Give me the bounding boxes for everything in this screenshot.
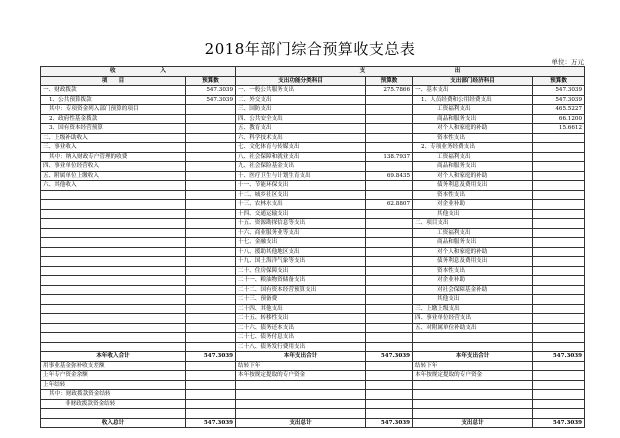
income-total-label: 收入总计	[41, 418, 186, 428]
income-amount	[186, 371, 236, 381]
econ-amount	[533, 200, 585, 210]
expense-group-header: 支 出	[236, 67, 585, 77]
func-amount	[366, 333, 413, 343]
func-amount	[366, 409, 413, 419]
table-row	[41, 390, 585, 400]
income-item: 二、上级补助收入	[41, 133, 186, 143]
income-amount	[186, 200, 236, 210]
func-item: 五、教育支出	[236, 124, 366, 134]
unit-label: 单位：万元	[551, 58, 584, 66]
func-amount	[366, 105, 413, 115]
income-item	[41, 266, 186, 276]
table-row	[41, 133, 585, 143]
func-amount: 275.7866	[366, 86, 413, 96]
econ-item	[413, 409, 533, 419]
income-amount	[186, 190, 236, 200]
econ-amount: 465.5227	[533, 105, 585, 115]
func-total-amount: 547.3039	[366, 418, 413, 428]
func-amount: 62.8807	[366, 200, 413, 210]
page-title: 2018年部门综合预算收支总表	[204, 40, 416, 58]
income-item: 一、财政拨款	[41, 86, 186, 96]
func-amount	[366, 361, 413, 371]
func-item: 二、外交支出	[236, 95, 366, 105]
income-amount	[186, 162, 236, 172]
func-amount	[366, 257, 413, 267]
income-item	[41, 295, 186, 305]
table-row	[41, 162, 585, 172]
econ-amount	[533, 266, 585, 276]
func-item: 七、文化体育与传媒支出	[236, 143, 366, 153]
income-amount	[186, 152, 236, 162]
func-amount	[366, 162, 413, 172]
income-item	[41, 228, 186, 238]
econ-item: 对个人和家庭的补助	[413, 247, 533, 257]
econ-amount	[533, 209, 585, 219]
func-amount	[366, 124, 413, 134]
func-item: 十二、城乡社区支出	[236, 190, 366, 200]
income-total-amount: 547.3039	[186, 352, 236, 362]
income-amount	[186, 143, 236, 153]
econ-amount: 547.3039	[533, 86, 585, 96]
income-item: 六、其他收入	[41, 181, 186, 191]
econ-amount	[533, 304, 585, 314]
func-amount	[366, 95, 413, 105]
table-row	[41, 323, 585, 333]
income-amount	[186, 333, 236, 343]
income-item	[41, 257, 186, 267]
econ-amount	[533, 314, 585, 324]
func-item: 十一、节能环保支出	[236, 181, 366, 191]
income-item: 五、附属单位上缴收入	[41, 171, 186, 181]
econ-item	[413, 333, 533, 343]
func-amount	[366, 304, 413, 314]
econ-amount	[533, 238, 585, 248]
table-row	[41, 314, 585, 324]
func-amount	[366, 209, 413, 219]
income-amount	[186, 399, 236, 409]
income-amount	[186, 228, 236, 238]
func-item: 结转下年	[236, 361, 366, 371]
econ-amount: 15.6612	[533, 124, 585, 134]
func-total-label: 本年支出合计	[236, 352, 366, 362]
income-item: 上年专户资金余额	[41, 371, 186, 381]
header-col-row	[41, 76, 585, 86]
income-amount	[186, 209, 236, 219]
econ-item: 对企业补助	[413, 276, 533, 286]
income-item	[41, 323, 186, 333]
income-amount	[186, 342, 236, 352]
func-amount	[366, 114, 413, 124]
econ-amount	[533, 399, 585, 409]
econ-amount	[533, 323, 585, 333]
econ-item	[413, 342, 533, 352]
econ-item	[413, 399, 533, 409]
income-item: 用事业基金弥补收支差额	[41, 361, 186, 371]
econ-amount	[533, 190, 585, 200]
func-item	[236, 399, 366, 409]
income-amount	[186, 276, 236, 286]
income-amount	[186, 390, 236, 400]
func-item: 十、医疗卫生与计划生育支出	[236, 171, 366, 181]
func-item: 二十一、粮油物资储备支出	[236, 276, 366, 286]
econ-amount	[533, 390, 585, 400]
func-item: 八、社会保障和就业支出	[236, 152, 366, 162]
table-row	[41, 285, 585, 295]
table-row	[41, 219, 585, 229]
econ-amount	[533, 181, 585, 191]
econ-amount	[533, 371, 585, 381]
econ-amount	[533, 409, 585, 419]
table-row	[41, 409, 585, 419]
econ-item: 二、项目支出	[413, 219, 533, 229]
income-item	[41, 219, 186, 229]
income-amount	[186, 181, 236, 191]
func-amount	[366, 399, 413, 409]
econ-item: 一、基本支出	[413, 86, 533, 96]
table-row	[41, 200, 585, 210]
econ-item: 商品和服务支出	[413, 114, 533, 124]
income-amount	[186, 314, 236, 324]
func-item: 二十、住房保障支出	[236, 266, 366, 276]
table-row	[41, 342, 585, 352]
econ-amount	[533, 228, 585, 238]
table-row	[41, 361, 585, 371]
econ-total-label: 支出总计	[413, 418, 533, 428]
econ-amount	[533, 295, 585, 305]
econ-item: 对企业补助	[413, 200, 533, 210]
income-item	[41, 342, 186, 352]
func-amount	[366, 390, 413, 400]
income-amount	[186, 219, 236, 229]
econ-amount	[533, 380, 585, 390]
func-amount	[366, 380, 413, 390]
econ-item: 其他支出	[413, 209, 533, 219]
table-row	[41, 209, 585, 219]
func-amount	[366, 143, 413, 153]
econ-amount	[533, 333, 585, 343]
func-item: 二十六、债务还本支出	[236, 323, 366, 333]
income-amount	[186, 133, 236, 143]
table-row	[41, 238, 585, 248]
econ-item: 五、对附属单位补助支出	[413, 323, 533, 333]
func-amount	[366, 228, 413, 238]
econ-item: 债务利息及费用支出	[413, 257, 533, 267]
func-item: 三、国防支出	[236, 105, 366, 115]
func-amount	[366, 295, 413, 305]
income-item	[41, 285, 186, 295]
func-amount	[366, 181, 413, 191]
econ-amount: 66.1200	[533, 114, 585, 124]
income-item	[41, 190, 186, 200]
func-amount	[366, 342, 413, 352]
econ-amount	[533, 257, 585, 267]
func-total-label: 支出总计	[236, 418, 366, 428]
table-row	[41, 247, 585, 257]
econ-item: 对社会保障基金补助	[413, 285, 533, 295]
econ-amount	[533, 276, 585, 286]
econ-item: 结转下年	[413, 361, 533, 371]
func-item	[236, 380, 366, 390]
income-item: 三、事业收入	[41, 143, 186, 153]
income-item	[41, 276, 186, 286]
table-row	[41, 257, 585, 267]
table-row	[41, 190, 585, 200]
income-amount	[186, 105, 236, 115]
func-amount	[366, 371, 413, 381]
func-amount	[366, 323, 413, 333]
income-amount	[186, 114, 236, 124]
table-row	[41, 152, 585, 162]
income-item: 其中：专项资金列入部门预算的项目	[41, 105, 186, 115]
econ-item: 商品和服务支出	[413, 162, 533, 172]
table-row	[41, 380, 585, 390]
income-amount	[186, 124, 236, 134]
econ-amount	[533, 247, 585, 257]
econ-total-amount: 547.3039	[533, 352, 585, 362]
econ-amount: 547.3039	[533, 95, 585, 105]
table-row	[41, 86, 585, 96]
income-amount	[186, 380, 236, 390]
func-item: 一、一般公共服务支出	[236, 86, 366, 96]
col-budget-header: 预算数	[186, 76, 236, 86]
income-item: 3、国有资本经营预算	[41, 124, 186, 134]
income-amount	[186, 295, 236, 305]
func-amount	[366, 266, 413, 276]
econ-item: 商品和服务支出	[413, 238, 533, 248]
table-row	[41, 143, 585, 153]
table-row	[41, 114, 585, 124]
func-amount	[366, 247, 413, 257]
col-project-header: 项 目	[41, 76, 186, 86]
func-item: 二十五、转移性支出	[236, 314, 366, 324]
func-item: 二十八、债务发行费用支出	[236, 342, 366, 352]
func-item: 本年按规定提取的专户资金	[236, 371, 366, 381]
econ-item: 对个人和家庭的补助	[413, 171, 533, 181]
income-amount	[186, 266, 236, 276]
econ-item: 资本性支出	[413, 266, 533, 276]
income-group-header: 收 入	[41, 67, 236, 77]
econ-amount	[533, 152, 585, 162]
header-group-row	[41, 67, 585, 77]
func-item: 十四、交通运输支出	[236, 209, 366, 219]
econ-item	[413, 390, 533, 400]
func-item: 六、科学技术支出	[236, 133, 366, 143]
func-item: 二十七、债务付息支出	[236, 333, 366, 343]
econ-item: 资本性支出	[413, 190, 533, 200]
income-amount	[186, 257, 236, 267]
budget-table	[40, 66, 585, 428]
table-row	[41, 105, 585, 115]
income-item	[41, 247, 186, 257]
income-item	[41, 409, 186, 419]
table-row	[41, 228, 585, 238]
table-row	[41, 95, 585, 105]
income-item	[41, 238, 186, 248]
econ-amount	[533, 219, 585, 229]
func-item: 十三、农林水支出	[236, 200, 366, 210]
table-row	[41, 399, 585, 409]
income-amount	[186, 285, 236, 295]
econ-item: 1、人员经费和公用经费支出	[413, 95, 533, 105]
income-amount	[186, 323, 236, 333]
func-total-amount: 547.3039	[366, 352, 413, 362]
func-amount	[366, 219, 413, 229]
econ-item: 资本性支出	[413, 133, 533, 143]
econ-amount	[533, 133, 585, 143]
income-item: 上年结转	[41, 380, 186, 390]
func-item: 十八、援助其他地区支出	[236, 247, 366, 257]
econ-item	[413, 380, 533, 390]
econ-amount	[533, 361, 585, 371]
income-amount	[186, 409, 236, 419]
income-item: 1、公共预算拨款	[41, 95, 186, 105]
grand-total-row	[41, 418, 585, 428]
col-func-header: 支出功能分类科目	[236, 76, 366, 86]
income-item: 非财政拨款资金结转	[41, 399, 186, 409]
func-item: 十七、金融支出	[236, 238, 366, 248]
econ-item: 2、专项业务经费支出	[413, 143, 533, 153]
table-row	[41, 304, 585, 314]
income-amount	[186, 247, 236, 257]
econ-amount	[533, 285, 585, 295]
income-item	[41, 304, 186, 314]
income-item: 2、政府性基金拨款	[41, 114, 186, 124]
econ-item: 工资福利支出	[413, 228, 533, 238]
econ-amount	[533, 162, 585, 172]
table-row	[41, 333, 585, 343]
econ-item: 三、上缴上级支出	[413, 304, 533, 314]
econ-item: 对个人和家庭的补助	[413, 124, 533, 134]
econ-amount	[533, 342, 585, 352]
func-item: 二十四、其他支出	[236, 304, 366, 314]
income-item	[41, 314, 186, 324]
col-econ-header: 支出部门经济科目	[413, 76, 533, 86]
func-item: 九、社会保险基金支出	[236, 162, 366, 172]
func-amount: 69.8435	[366, 171, 413, 181]
income-amount	[186, 361, 236, 371]
func-amount: 138.7937	[366, 152, 413, 162]
income-item: 四、事业单位经营收入	[41, 162, 186, 172]
annual-total-row	[41, 352, 585, 362]
econ-item: 其他支出	[413, 295, 533, 305]
func-amount	[366, 276, 413, 286]
func-item	[236, 390, 366, 400]
table-row	[41, 181, 585, 191]
econ-total-label: 本年支出合计	[413, 352, 533, 362]
func-amount	[366, 285, 413, 295]
func-item: 十五、资源勘探信息等支出	[236, 219, 366, 229]
income-item: 其中：纳入财政专户管理的收费	[41, 152, 186, 162]
func-item	[236, 409, 366, 419]
income-amount	[186, 171, 236, 181]
econ-amount	[533, 143, 585, 153]
income-item: 其中：财政拨款资金结转	[41, 390, 186, 400]
income-amount: 547.3039	[186, 86, 236, 96]
income-item	[41, 333, 186, 343]
func-amount	[366, 190, 413, 200]
income-amount: 547.3039	[186, 95, 236, 105]
income-amount	[186, 304, 236, 314]
func-item: 二十三、预备费	[236, 295, 366, 305]
income-total-amount: 547.3039	[186, 418, 236, 428]
col-budget-header: 预算数	[366, 76, 413, 86]
func-amount	[366, 238, 413, 248]
income-item	[41, 200, 186, 210]
econ-amount	[533, 171, 585, 181]
table-row	[41, 171, 585, 181]
col-budget-header: 预算数	[533, 76, 585, 86]
func-item: 二十二、国有资本经营预算支出	[236, 285, 366, 295]
func-item: 四、公共安全支出	[236, 114, 366, 124]
func-amount	[366, 314, 413, 324]
econ-item: 工资福利支出	[413, 105, 533, 115]
econ-item: 工资福利支出	[413, 152, 533, 162]
func-amount	[366, 133, 413, 143]
income-amount	[186, 238, 236, 248]
income-item	[41, 209, 186, 219]
table-row	[41, 276, 585, 286]
income-total-label: 本年收入合计	[41, 352, 186, 362]
table-row	[41, 295, 585, 305]
econ-total-amount: 547.3039	[533, 418, 585, 428]
table-row	[41, 124, 585, 134]
func-item: 十九、国土海洋气象等支出	[236, 257, 366, 267]
econ-item: 债务利息及费用支出	[413, 181, 533, 191]
func-item: 十六、商业服务业等支出	[236, 228, 366, 238]
econ-item: 本年按规定提取的专户资金	[413, 371, 533, 381]
table-row	[41, 266, 585, 276]
econ-item: 四、事业单位经营支出	[413, 314, 533, 324]
table-row	[41, 371, 585, 381]
